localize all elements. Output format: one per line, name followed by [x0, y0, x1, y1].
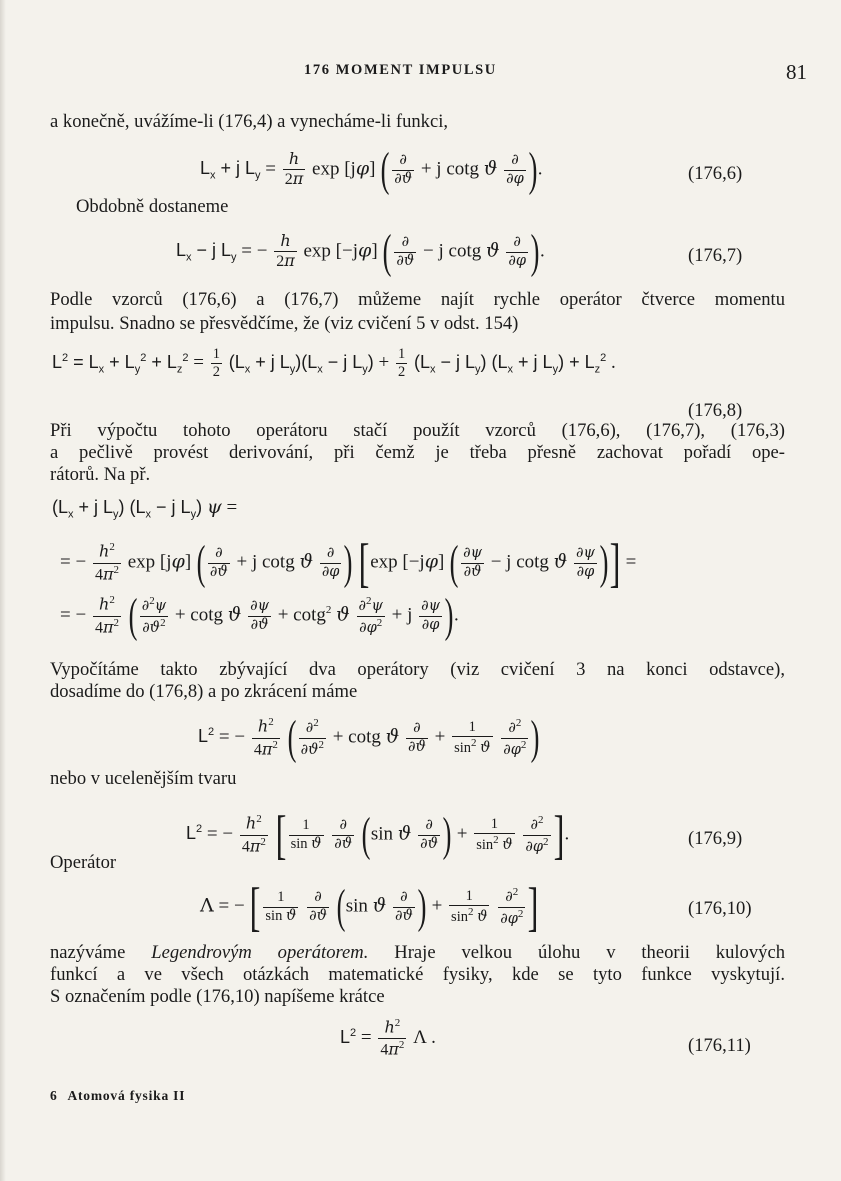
scan-edge [0, 0, 6, 1181]
text-line-13: funkcí a ve všech otázkách matematické fysiky, kde se tyto funkce vyskytují. [50, 964, 785, 985]
text-line-3: Podle vzorců (176,6) a (176,7) můžeme najít rychle operátor čtverce momentu [50, 289, 785, 310]
equation-176-8: $L^2 = L_x + L_y^2 + L_z^2$ = $\frac{1}{2}$ ($L_x + j$ $L_y)(L_x - j$ $L_y$) + $\frac{1}{2}$ ($L_x - j$ $L_y$) ($L_x + j$ $L_y) + L_z^2$ . [52, 346, 616, 381]
equation-l-squared: $L^2$ = − $\frac{h^2}{4\pi^2}$ ( $\frac{\partial^2}{\partial ϑ^2}$ + cotg ϑ $\frac{\partial}{\partial ϑ}$ + $\frac{1}{\sin^2 ϑ}$ $\frac{\partial^2}{\partial\varphi^2}$ ) [198, 711, 540, 764]
equation-176-10: Λ = − [ $\frac{1}{\text{sin ϑ}}$ $\frac{\partial}{\partial ϑ}$ (sin ϑ $\frac{\partial}{\partial ϑ}$ ) + $\frac{1}{\sin^2 ϑ}$ $\frac{\partial^2}{\partial\varphi^2}$ ] [200, 877, 539, 937]
text-line-12-prefix: nazýváme [50, 942, 152, 963]
text-line-12-suffix: Hraje velkou úlohu v theorii kulových [368, 942, 785, 963]
text-line-6: a pečlivě provést derivování, při čemž je třeba přesně zachovat pořadí ope- [50, 442, 785, 463]
text-line-1: a konečně, uvážíme-li (176,4) a vynecháme-li funkci, [50, 111, 449, 132]
equation-number: (176,11) [688, 1035, 751, 1056]
equation-number: (176,6) [688, 163, 743, 184]
text-line-14: S označením podle (176,10) napíšeme krátce [50, 986, 385, 1007]
page-footer [50, 1088, 185, 1104]
text-line-9: dosadíme do (176,8) a po zkrácení máme [50, 681, 358, 702]
text-line-5: Při výpočtu tohoto operátoru stačí použít vzorců (176,6), (176,7), (176,3) [50, 420, 785, 441]
text-line-2: Obdobně dostaneme [76, 196, 229, 217]
text-line-11: Operátor [50, 852, 117, 873]
signature-mark: 6 [50, 1088, 58, 1103]
text-line-10: nebo v ucelenějším tvaru [50, 768, 237, 789]
equation-number: (176,10) [688, 898, 752, 919]
legendre-operator-term: Legendrovým operátorem. [151, 942, 369, 963]
equation-176-7: $L_x - j$ $L_y$ = − $\frac{h}{2\pi}$ exp [−jφ] ( $\frac{\partial}{\partial ϑ}$ − j cotg ϑ $\frac{\partial}{\partial\varphi}$ ). [176, 225, 545, 278]
equation-example-line-1: ($L_x + j$ $L_y$) ($L_x - j$ $L_y$) ψ = [52, 496, 238, 521]
text-line-8: Vypočítáme takto zbývající dva operátory (viz cvičení 3 na konci odstavce), [50, 659, 785, 680]
equation-example-line-3: = − $\frac{h^2}{4\pi^2}$ ( $\frac{\partial^2\psi}{\partial ϑ^2}$ + cotg ϑ $\frac{\partial\psi}{\partial ϑ}$ + cotg$^2$ ϑ $\frac{\partial^2\psi}{\partial\varphi^2}$ + j $\frac{\partial\psi}{\partial\varphi}$ ). [60, 589, 459, 642]
equation-176-6: $L_x + j$ $L_y$ = $\frac{h}{2\pi}$ exp [jφ] ( $\frac{\partial}{\partial ϑ}$ + j cotg ϑ $\frac{\partial}{\partial\varphi}$ ). [200, 143, 543, 196]
text-line-4: impulsu. Snadno se přesvědčíme, že (viz cvičení 5 v odst. 154) [50, 313, 519, 334]
equation-example-line-2: = − $\frac{h^2}{4\pi^2}$ exp [jφ] ( $\frac{\partial}{\partial ϑ}$ + j cotg ϑ $\frac{\partial}{\partial\varphi}$ ) [exp [−jφ] ( $\frac{\partial\psi}{\partial ϑ}$ − j cotg ϑ $\frac{\partial\psi}{\partial\varphi}$ )] = [60, 533, 637, 593]
equation-number: (176,8) [688, 400, 743, 421]
equation-176-11: $L^2$ = $\frac{h^2}{4\pi^2}$ Λ . [340, 1017, 436, 1059]
footer-title: Atomová fysika II [67, 1088, 186, 1103]
running-head: 176 MOMENT IMPULSU [304, 62, 497, 78]
text-line-12 [50, 942, 785, 964]
page-header [0, 62, 841, 84]
equation-176-9: $L^2$ = − $\frac{h^2}{4\pi^2}$ [ $\frac{1}{\text{sin ϑ}}$ $\frac{\partial}{\partial ϑ}$ (sin ϑ $\frac{\partial}{\partial ϑ}$ ) + $\frac{1}{\sin^2 ϑ}$ $\frac{\partial^2}{\partial\varphi^2}$ ]. [186, 805, 570, 865]
equation-number: (176,9) [688, 828, 743, 849]
page-number: 81 [786, 60, 807, 84]
equation-number: (176,7) [688, 245, 743, 266]
text-line-7: rátorů. Na př. [50, 464, 151, 485]
